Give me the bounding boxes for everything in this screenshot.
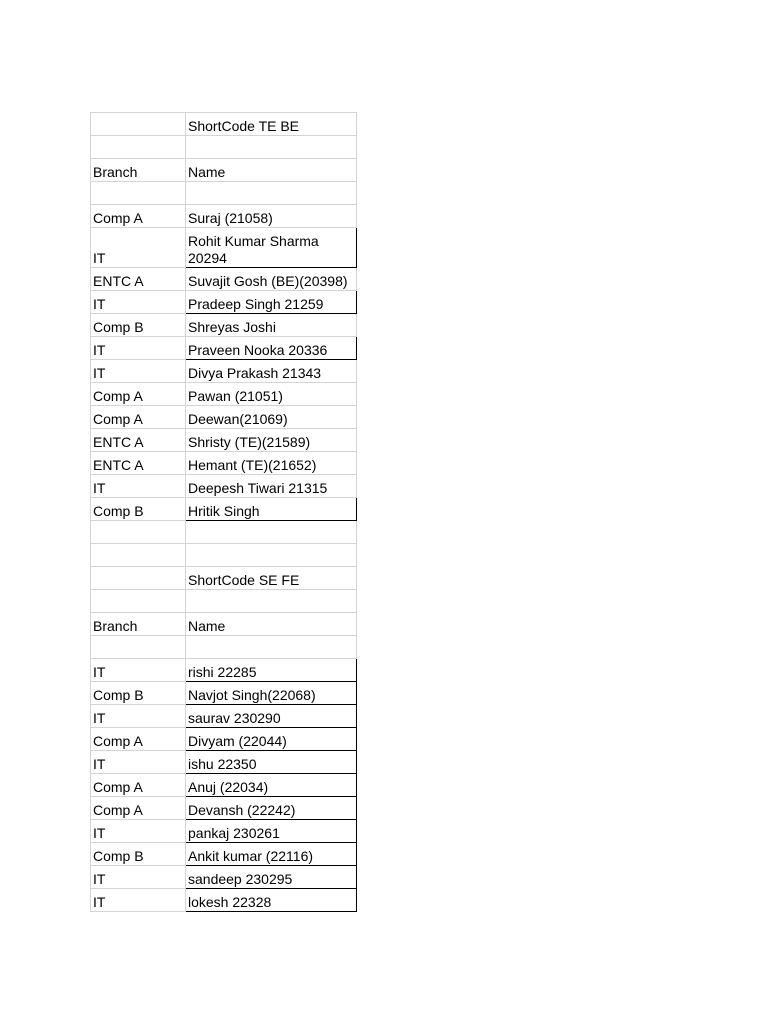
table-row (91, 337, 357, 360)
table-row (91, 774, 357, 797)
table-row (91, 866, 357, 889)
branch-header: Branch (91, 159, 186, 182)
branch-cell: ENTC A (91, 452, 186, 475)
empty-cell (186, 544, 357, 567)
branch-cell: Comp B (91, 314, 186, 337)
empty-cell (91, 544, 186, 567)
name-cell: Pradeep Singh 21259 (186, 291, 357, 314)
table-row (91, 429, 357, 452)
name-cell: Anuj (22034) (186, 774, 357, 797)
table-row (91, 406, 357, 429)
name-cell: Deepesh Tiwari 21315 (186, 475, 357, 498)
branch-cell: Comp A (91, 383, 186, 406)
empty-cell (91, 567, 186, 590)
branch-cell: Comp A (91, 797, 186, 820)
name-cell: Deewan(21069) (186, 406, 357, 429)
name-cell: ishu 22350 (186, 751, 357, 774)
branch-cell: Comp B (91, 498, 186, 521)
spreadsheet-table (90, 112, 357, 912)
branch-cell: IT (91, 705, 186, 728)
branch-cell: IT (91, 751, 186, 774)
table-row (91, 314, 357, 337)
table-row (91, 521, 357, 544)
name-cell: Navjot Singh(22068) (186, 682, 357, 705)
table-row (91, 567, 357, 590)
empty-cell (186, 636, 357, 659)
table-row (91, 452, 357, 475)
table-row (91, 590, 357, 613)
table-row (91, 291, 357, 314)
table-row (91, 360, 357, 383)
name-cell: Divya Prakash 21343 (186, 360, 357, 383)
branch-cell: IT (91, 337, 186, 360)
name-cell: Hritik Singh (186, 498, 357, 521)
empty-cell (186, 521, 357, 544)
section-title-te-be: ShortCode TE BE (186, 113, 357, 136)
table-row (91, 751, 357, 774)
empty-cell (186, 182, 357, 205)
branch-cell: IT (91, 866, 186, 889)
name-cell: Suraj (21058) (186, 205, 357, 228)
branch-cell: IT (91, 475, 186, 498)
table-row (91, 136, 357, 159)
table-row (91, 475, 357, 498)
branch-cell: IT (91, 659, 186, 682)
branch-cell: Comp A (91, 406, 186, 429)
table-row (91, 228, 357, 268)
branch-cell: ENTC A (91, 268, 186, 291)
branch-cell: ENTC A (91, 429, 186, 452)
table-row (91, 659, 357, 682)
table-row (91, 498, 357, 521)
name-header: Name (186, 613, 357, 636)
table-row (91, 544, 357, 567)
section-title-se-fe: ShortCode SE FE (186, 567, 357, 590)
table-header-row (91, 613, 357, 636)
table-row (91, 843, 357, 866)
name-cell: Divyam (22044) (186, 728, 357, 751)
name-header: Name (186, 159, 357, 182)
branch-cell: Comp A (91, 774, 186, 797)
name-cell: Praveen Nooka 20336 (186, 337, 357, 360)
name-cell: saurav 230290 (186, 705, 357, 728)
empty-cell (91, 182, 186, 205)
branch-header: Branch (91, 613, 186, 636)
name-cell: sandeep 230295 (186, 866, 357, 889)
name-cell: lokesh 22328 (186, 889, 357, 912)
empty-cell (186, 136, 357, 159)
branch-cell: Comp A (91, 728, 186, 751)
table-row (91, 268, 357, 291)
table-row (91, 705, 357, 728)
table-row (91, 797, 357, 820)
empty-cell (91, 113, 186, 136)
name-cell: Hemant (TE)(21652) (186, 452, 357, 475)
empty-cell (91, 590, 186, 613)
branch-cell: IT (91, 820, 186, 843)
table-row (91, 728, 357, 751)
table-row (91, 205, 357, 228)
empty-cell (91, 136, 186, 159)
name-cell: Rohit Kumar Sharma 20294 (186, 228, 357, 268)
table-header-row (91, 159, 357, 182)
empty-cell (91, 636, 186, 659)
branch-cell: IT (91, 889, 186, 912)
branch-cell: Comp A (91, 205, 186, 228)
branch-cell: IT (91, 360, 186, 383)
branch-cell: Comp B (91, 843, 186, 866)
branch-cell: Comp B (91, 682, 186, 705)
name-cell: Ankit kumar (22116) (186, 843, 357, 866)
table-row (91, 820, 357, 843)
name-cell: Shreyas Joshi (186, 314, 357, 337)
name-cell: pankaj 230261 (186, 820, 357, 843)
name-cell: Suvajit Gosh (BE)(20398) (186, 268, 357, 291)
table-row (91, 889, 357, 912)
table-row (91, 682, 357, 705)
table-row (91, 636, 357, 659)
table-row (91, 383, 357, 406)
branch-cell: IT (91, 228, 186, 268)
name-cell: Shristy (TE)(21589) (186, 429, 357, 452)
table-row (91, 113, 357, 136)
table-row (91, 182, 357, 205)
name-cell: Pawan (21051) (186, 383, 357, 406)
empty-cell (91, 521, 186, 544)
empty-cell (186, 590, 357, 613)
name-cell: Devansh (22242) (186, 797, 357, 820)
branch-cell: IT (91, 291, 186, 314)
name-cell: rishi 22285 (186, 659, 357, 682)
